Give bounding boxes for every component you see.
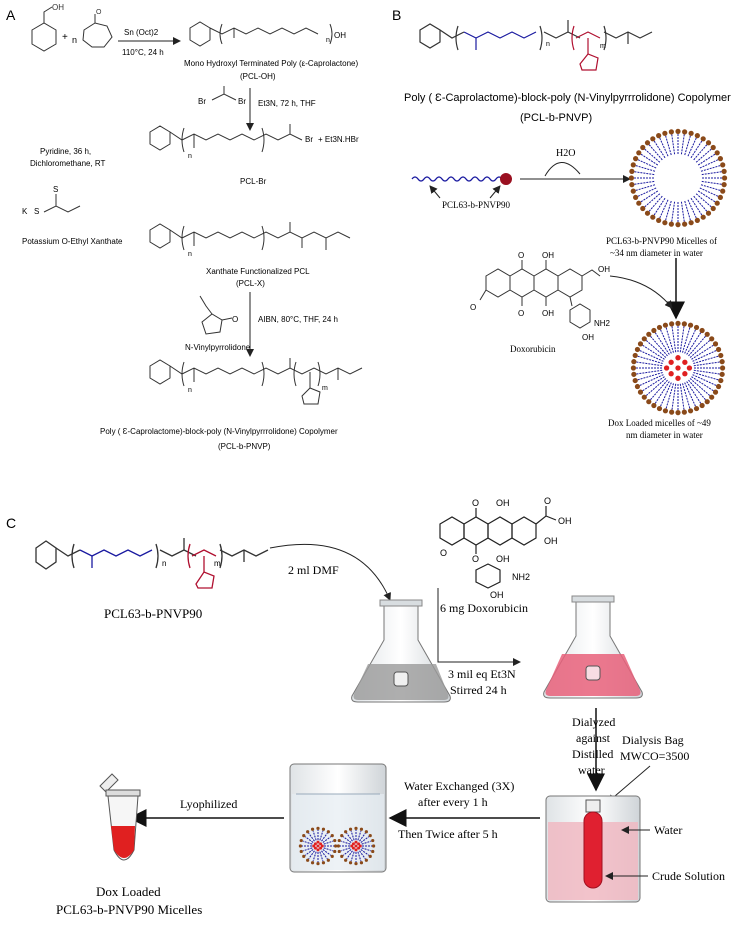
dox-curve-arrow — [610, 276, 672, 308]
bromo-reagent-structure — [212, 86, 236, 100]
final-copolymer-structure — [150, 358, 362, 404]
pcl-oh-name: Mono Hydroxyl Terminated Poly (ε-Caprolactone) — [184, 59, 359, 68]
xanthate-k: K — [22, 207, 28, 216]
c-dox-oh-ring: OH — [544, 536, 558, 546]
dialyzed-3: Distilled — [572, 747, 614, 761]
chain-pointer-2 — [490, 186, 500, 198]
dox-loaded-micelle — [631, 321, 725, 415]
dox-label: Doxorubicin — [510, 344, 556, 354]
panel-c — [6, 496, 725, 917]
panel-c-dox-structure — [440, 506, 556, 588]
step1-cond-2: 110°C, 24 h — [122, 48, 164, 57]
c-dox-oh-sugar: OH — [490, 590, 504, 600]
reaction-arrow — [438, 588, 520, 662]
pnvp-head-bead — [500, 173, 512, 185]
nvp-name: N-Vinylpyrrolidone — [185, 343, 251, 352]
dox-oh-top: OH — [542, 251, 554, 260]
pcl-br-structure — [150, 124, 302, 152]
panel-b-n: n — [546, 41, 550, 48]
dox-o-bottom: O — [518, 309, 525, 318]
br-reagent-1: Br — [198, 97, 206, 106]
final-abbr: (PCL-b-PNVP) — [218, 442, 271, 451]
c-dox-oh-chain: OH — [558, 516, 572, 526]
final-label-2: PCL63-b-PNVP90 Micelles — [56, 902, 203, 917]
water-label-c: Water — [654, 823, 683, 837]
c-dox-oh-top: OH — [496, 498, 510, 508]
et3n-label: 3 mil eq Et3N — [448, 667, 516, 681]
loaded-caption-2: nm diameter in water — [626, 430, 703, 440]
chain-label: PCL63-b-PNVP90 — [442, 200, 511, 210]
dox-oh-side: OH — [598, 265, 610, 274]
flask-grey — [352, 600, 451, 702]
dox-o-top: O — [518, 251, 525, 260]
xanthate-s2: S — [53, 185, 59, 194]
dialyzed-4: water — [578, 763, 605, 777]
panel-b-title-2: (PCL-b-PNVP) — [520, 112, 593, 124]
dox-amount-label: 6 mg Doxorubicin — [440, 601, 528, 615]
lyophilized-label: Lyophilized — [180, 797, 238, 811]
pcl-oh-oh: OH — [334, 31, 346, 40]
xanthate-s: S — [34, 207, 40, 216]
c-dox-nh2: NH2 — [512, 572, 531, 582]
step3-cond: AIBN, 80°C, THF, 24 h — [258, 315, 338, 324]
c-dox-ome: O — [440, 548, 448, 558]
exchange-2: after every 1 h — [418, 795, 488, 809]
c-dox-o-bottom: O — [472, 554, 480, 564]
dialysis-bag-2: MWCO=3500 — [620, 749, 690, 763]
pcl-x-n: n — [188, 251, 192, 258]
dox-oh-sugar: OH — [582, 333, 594, 342]
c-dox-oh-bottom: OH — [496, 554, 510, 564]
pcl-x-name: Xanthate Functionalized PCL — [206, 267, 310, 276]
panel-c-n: n — [162, 559, 167, 568]
empty-micelle — [629, 129, 727, 227]
eppendorf-tube — [100, 774, 140, 860]
dmf-label: 2 ml DMF — [288, 563, 339, 577]
dox-ome: O — [470, 303, 477, 312]
stirred-label: Stirred 24 h — [450, 683, 507, 697]
panel-c-copolymer-structure — [36, 538, 268, 588]
doxorubicin-structure — [480, 260, 600, 328]
step1-cond-1: Sn (Oct)2 — [124, 28, 159, 37]
dialyzed-2: against — [576, 731, 610, 745]
final-name: Poly ( Ɛ-Caprolactome)-block-poly (N-Vinylpyrrrolidone) Copolymer — [100, 427, 338, 436]
byproduct: + Et3N.HBr — [318, 135, 359, 144]
panel-b-title-1: Poly ( Ɛ-Caprolactome)-block-poly (N-Vinylpyrrrolidone) Copolymer — [404, 92, 731, 104]
polymer-chain — [412, 177, 502, 181]
final-label-1: Dox Loaded — [96, 884, 161, 899]
panel-c-m: m — [214, 559, 221, 568]
caprolactone-structure — [83, 9, 112, 47]
benzyl-alcohol-structure — [32, 3, 64, 51]
water-label: H2O — [556, 148, 576, 159]
pcl-oh-n: n — [326, 37, 330, 44]
nvp-structure — [200, 296, 232, 334]
final-m: m — [322, 385, 328, 392]
pcl-br-name: PCL-Br — [240, 177, 267, 186]
xanthate-structure — [44, 194, 80, 212]
chain-pointer-1 — [430, 186, 440, 198]
pcl-br-br: Br — [305, 135, 313, 144]
exchange-3: Then Twice after 5 h — [398, 827, 498, 841]
dialysis-bag-1: Dialysis Bag — [622, 733, 684, 747]
panel-b — [392, 7, 731, 440]
micelle-caption-1: PCL63-b-PNVP90 Micelles of — [606, 236, 717, 246]
panel-c-label: C — [6, 515, 17, 531]
pcl-oh-abbr: (PCL-OH) — [240, 72, 276, 81]
crude-label: Crude Solution — [652, 869, 726, 883]
xanthate-name: Potassium O-Ethyl Xanthate — [22, 237, 123, 246]
svg-text:OH: OH — [52, 3, 64, 12]
pcl-x-abbr: (PCL-X) — [236, 279, 265, 288]
c-dox-o-top: O — [472, 498, 480, 508]
micelle-caption-2: ~34 nm diameter in water — [610, 248, 703, 258]
panel-b-label: B — [392, 7, 402, 23]
panel-c-polymer-label: PCL63-b-PNVP90 — [104, 606, 203, 621]
pcl-oh-structure — [190, 22, 332, 46]
nvp-o: O — [232, 315, 239, 324]
water-arrow-curve — [545, 162, 580, 176]
side-cond-1: Pyridine, 36 h, — [40, 147, 92, 156]
pcl-x-structure — [150, 222, 350, 250]
pcl-br-n: n — [188, 153, 192, 160]
exchange-1: Water Exchanged (3X) — [404, 779, 515, 793]
panel-b-m: m — [600, 43, 606, 50]
loaded-caption-1: Dox Loaded micelles of ~49 — [608, 418, 711, 428]
step2-cond: Et3N, 72 h, THF — [258, 99, 316, 108]
dialyzed-1: Dialyzed — [572, 715, 616, 729]
plus-sign: + — [62, 32, 68, 43]
panel-a — [6, 3, 362, 451]
c-dox-o-ketone: O — [544, 496, 552, 506]
final-n: n — [188, 387, 192, 394]
reagent-n: n — [72, 35, 78, 45]
dialysis-beaker — [546, 796, 640, 902]
svg-text:O: O — [96, 9, 102, 16]
panel-a-label: A — [6, 7, 16, 23]
br-reagent-2: Br — [238, 97, 246, 106]
flask-pink — [544, 596, 643, 698]
panel-b-copolymer-structure — [420, 20, 652, 70]
dox-nh2: NH2 — [594, 319, 611, 328]
dox-oh-bottom: OH — [542, 309, 554, 318]
side-cond-2: Dichloromethane, RT — [30, 159, 106, 168]
